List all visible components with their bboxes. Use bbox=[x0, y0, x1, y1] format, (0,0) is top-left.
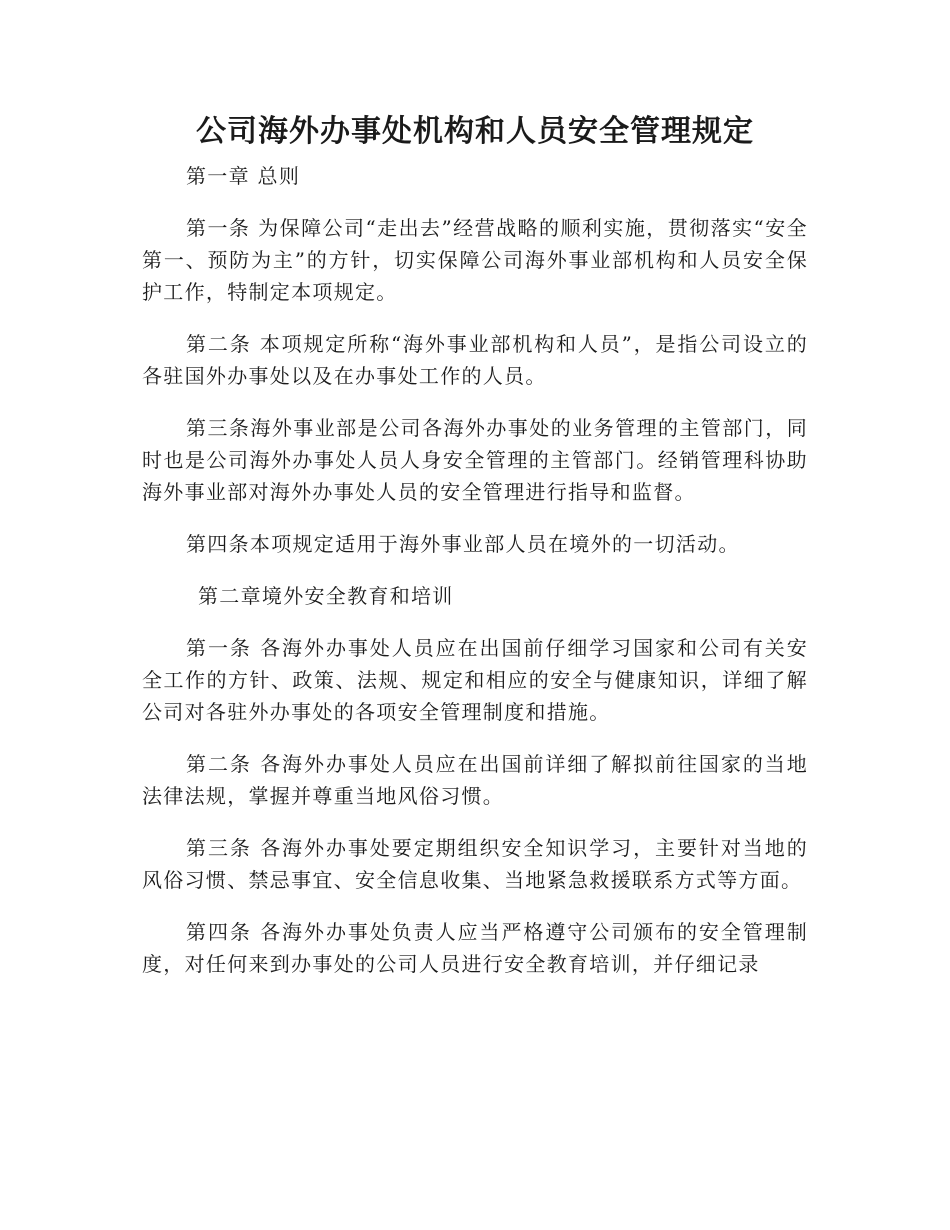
document-title: 公司海外办事处机构和人员安全管理规定 bbox=[196, 114, 754, 149]
chapter-2-article-3: 第三条 各海外办事处要定期组织安全知识学习，主要针对当地的风俗习惯、禁忌事宜、安全信息收集、当地紧急救援联系方式等方面。 bbox=[142, 836, 808, 892]
chapter-2-article-1: 第一条 各海外办事处人员应在出国前仔细学习国家和公司有关安全工作的方针、政策、法规、规定和相应的安全与健康知识，详细了解公司对各驻外办事处的各项安全管理制度和措施。 bbox=[142, 636, 808, 724]
chapter-2-article-2: 第二条 各海外办事处人员应在出国前详细了解拟前往国家的当地法律法规，掌握并尊重当地风俗习惯。 bbox=[142, 752, 808, 808]
document-body bbox=[142, 160, 808, 1000]
chapter-1-article-1: 第一条 为保障公司“走出去”经营战略的顺利实施，贯彻落实“安全第一、预防为主”的方针，切实保障公司海外事业部机构和人员安全保护工作，特制定本项规定。 bbox=[142, 216, 808, 304]
chapter-1-heading: 第一章 总则 bbox=[186, 164, 301, 188]
chapter-2-article-4: 第四条 各海外办事处负责人应当严格遵守公司颁布的安全管理制度，对任何来到办事处的公司人员进行安全教育培训，并仔细记录 bbox=[142, 920, 808, 976]
chapter-2-heading: 第二章境外安全教育和培训 bbox=[198, 584, 454, 608]
chapter-1-article-4: 第四条本项规定适用于海外事业部人员在境外的一切活动。 bbox=[186, 532, 740, 556]
chapter-1-article-2: 第二条 本项规定所称“海外事业部机构和人员”，是指公司设立的各驻国外办事处以及在办事处工作的人员。 bbox=[142, 332, 808, 388]
chapter-1-article-3: 第三条海外事业部是公司各海外办事处的业务管理的主管部门，同时也是公司海外办事处人员人身安全管理的主管部门。经销管理科协助海外事业部对海外办事处人员的安全管理进行指导和监督。 bbox=[142, 416, 808, 504]
